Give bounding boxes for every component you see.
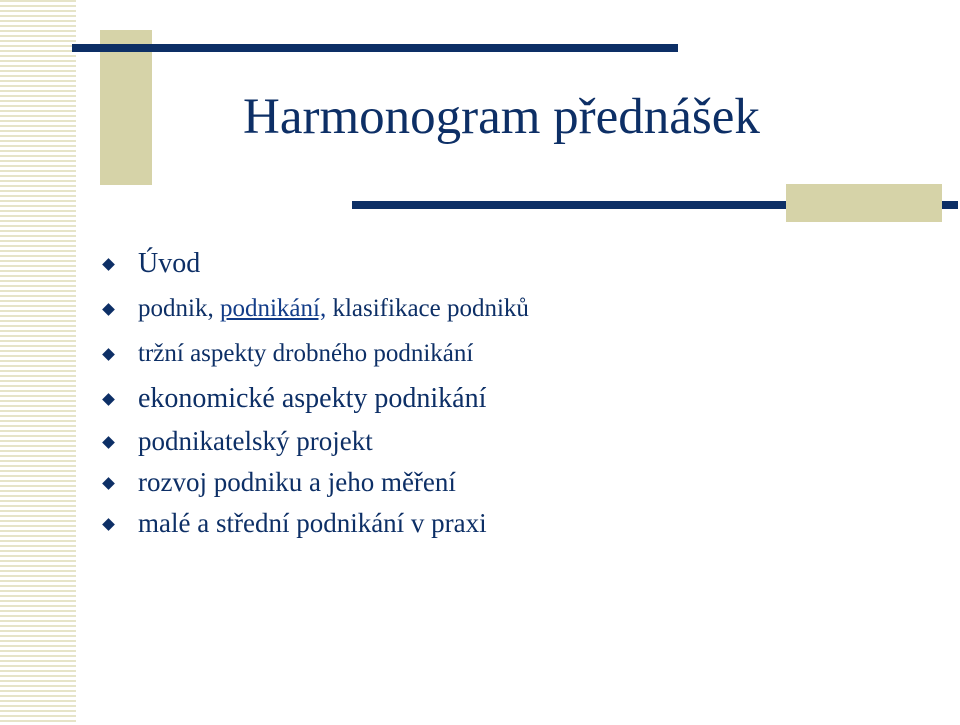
bullet-text-after-link: klasifikace podniků — [326, 294, 529, 322]
bullet-text: podnikatelský projekt — [138, 426, 373, 456]
slide-title: Harmonogram přednášek — [243, 89, 760, 145]
bullet-text-before-link: podnik, — [138, 294, 220, 322]
bullet-text — [138, 295, 529, 323]
diamond-bullet-icon — [102, 393, 115, 406]
diamond-bullet-icon — [102, 477, 115, 490]
bullet-item-male-a-stredni — [104, 503, 529, 544]
bullet-item-trzni-aspekty — [104, 331, 529, 376]
bullet-text: Úvod — [138, 247, 201, 279]
bullet-text: malé a střední podnikání v praxi — [138, 508, 487, 538]
podnikani-link[interactable]: podnikání, — [219, 294, 327, 322]
decorative-right-square — [786, 184, 942, 222]
bullet-item-uvod — [104, 241, 529, 286]
bullet-item-rozvoj-podniku — [104, 462, 529, 503]
bullet-item-podnik — [104, 286, 529, 331]
bullet-item-podnikatelsky-projekt — [104, 421, 529, 462]
bullet-item-ekonomicke-aspekty — [104, 376, 529, 421]
bullet-text: rozvoj podniku a jeho měření — [138, 467, 456, 497]
diamond-bullet-icon — [102, 518, 115, 531]
diamond-bullet-icon — [102, 258, 115, 271]
bullet-list — [104, 241, 529, 544]
bullet-text: tržní aspekty drobného podnikání — [138, 339, 474, 367]
diamond-bullet-icon — [102, 303, 115, 316]
diamond-bullet-icon — [102, 348, 115, 361]
decorative-top-bar — [72, 44, 678, 52]
decorative-stripe-strip — [0, 0, 76, 725]
diamond-bullet-icon — [102, 436, 115, 449]
decorative-title-square — [100, 30, 152, 185]
bullet-text: ekonomické aspekty podnikání — [138, 382, 487, 414]
